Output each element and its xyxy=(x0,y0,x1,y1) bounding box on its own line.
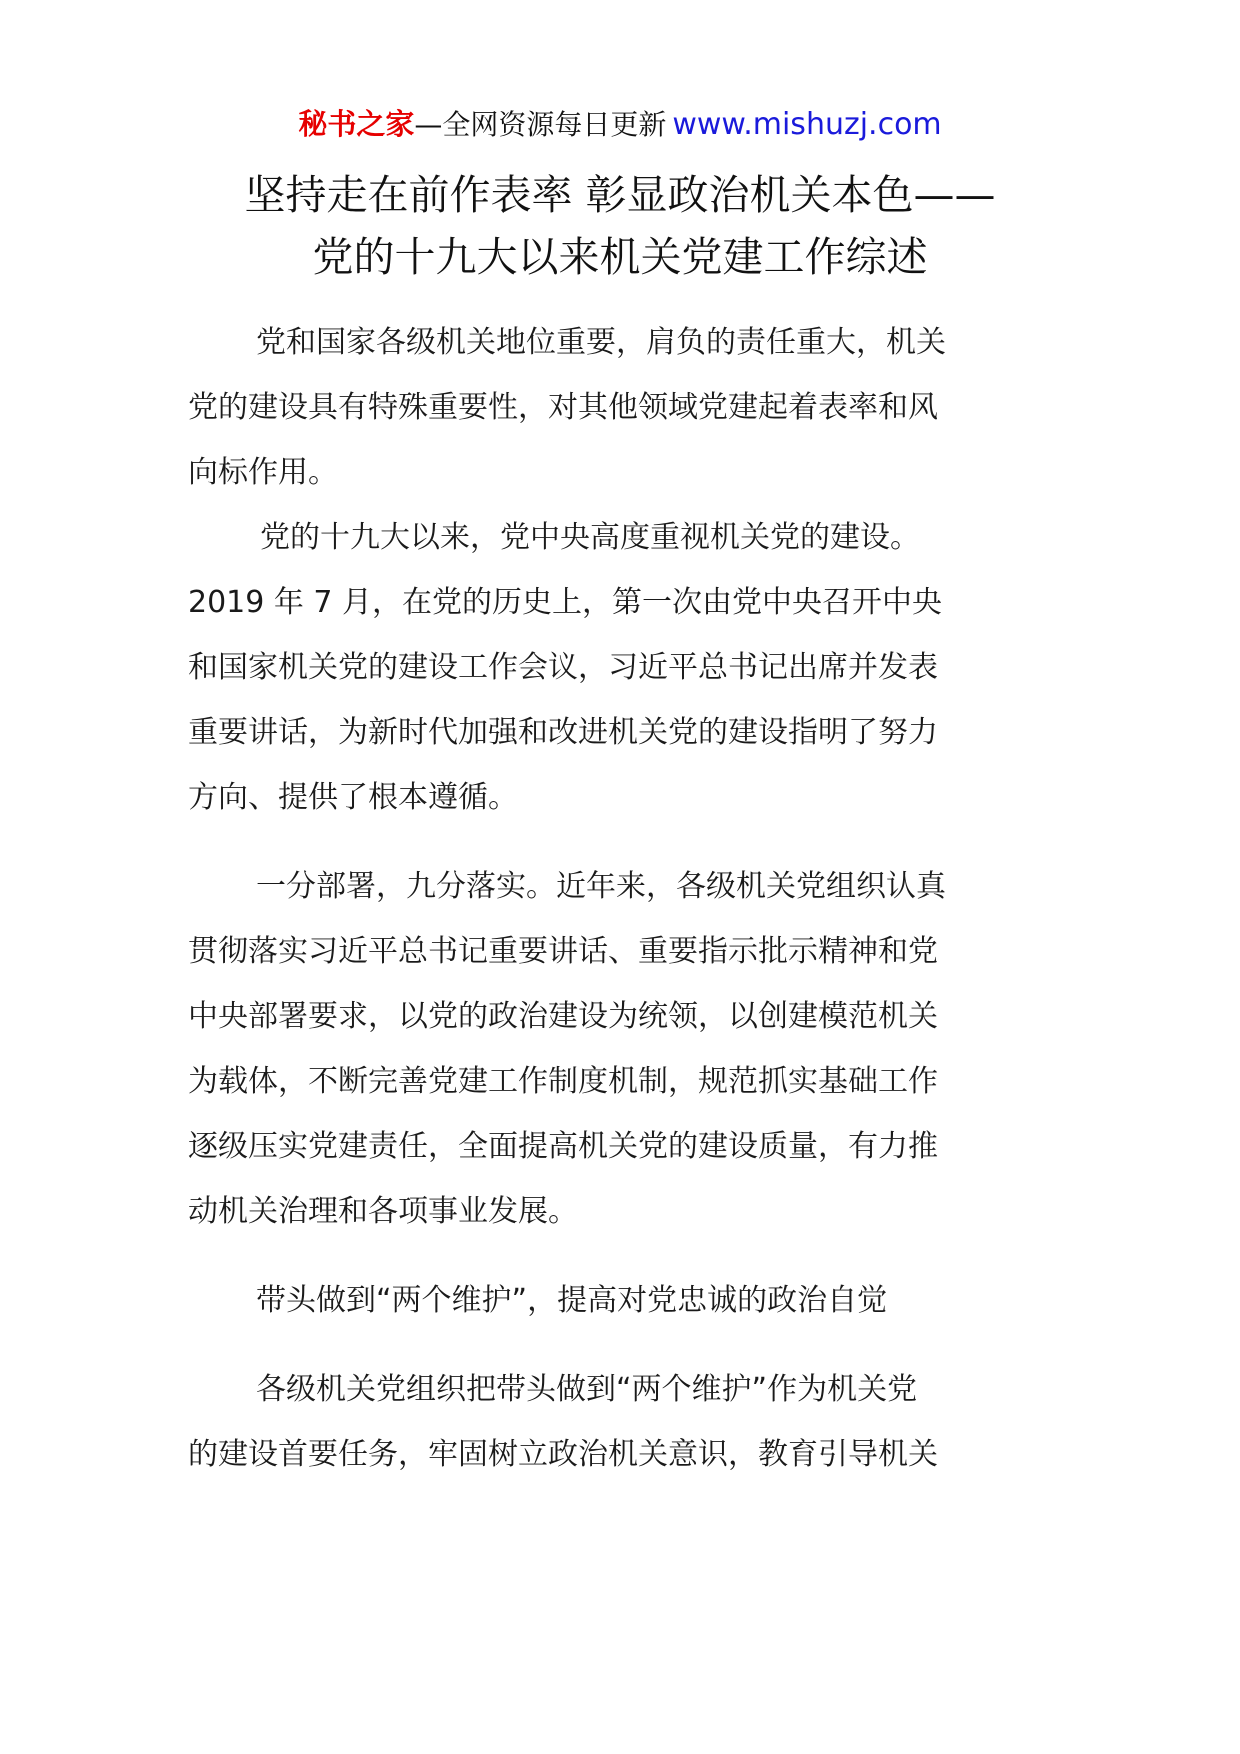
paragraph-spacer xyxy=(188,1244,1068,1268)
paragraph-line: 贯彻落实习近平总书记重要讲话、重要指示批示精神和党 xyxy=(188,934,938,969)
paragraph-3 xyxy=(188,854,1068,1244)
paragraph-line: 方向、提供了根本遵循。 xyxy=(188,780,518,815)
paragraph-line: 一分部署，九分落实。近年来，各级机关党组织认真 xyxy=(256,869,946,904)
paragraph-line: 中央部署要求，以党的政治建设为统领，以创建模范机关 xyxy=(188,999,938,1034)
paragraph-line: 各级机关党组织把带头做到“两个维护”作为机关党 xyxy=(256,1372,918,1407)
site-tagline: —全网资源每日更新 xyxy=(414,108,667,141)
paragraph-line: 2019 年 7 月，在党的历史上，第一次由党中央召开中央 xyxy=(188,585,943,620)
paragraph-line: 向标作用。 xyxy=(188,455,338,490)
paragraph-line: 为载体，不断完善党建工作制度机制，规范抓实基础工作 xyxy=(188,1064,938,1099)
site-header xyxy=(0,104,1240,145)
paragraph-line: 党的十九大以来，党中央高度重视机关党的建设。 xyxy=(260,520,920,555)
document-body xyxy=(188,310,1068,1487)
site-name: 秘书之家 xyxy=(298,107,415,141)
paragraph-2 xyxy=(188,505,1068,830)
paragraph-line: 党和国家各级机关地位重要，肩负的责任重大，机关 xyxy=(256,325,946,360)
paragraph-4 xyxy=(188,1357,1068,1487)
paragraph-1 xyxy=(188,310,1068,505)
paragraph-line: 党的建设具有特殊重要性，对其他领域党建起着表率和风 xyxy=(188,390,938,425)
paragraph-line: 的建设首要任务，牢固树立政治机关意识，教育引导机关 xyxy=(188,1437,938,1472)
paragraph-spacer xyxy=(188,830,1068,854)
title-line-1: 坚持走在前作表率 彰显政治机关本色—— xyxy=(244,171,996,219)
paragraph-line: 重要讲话，为新时代加强和改进机关党的建设指明了努力 xyxy=(188,715,938,750)
paragraph-line: 和国家机关党的建设工作会议，习近平总书记出席并发表 xyxy=(188,650,938,685)
document-title xyxy=(0,164,1240,288)
paragraph-line: 动机关治理和各项事业发展。 xyxy=(188,1194,578,1229)
site-url-link[interactable]: www.mishuzj.com xyxy=(672,107,942,142)
paragraph-spacer xyxy=(188,1333,1068,1357)
section-heading xyxy=(188,1268,1068,1333)
paragraph-line: 逐级压实党建责任，全面提高机关党的建设质量，有力推 xyxy=(188,1129,938,1164)
section-heading-text: 带头做到“两个维护”，提高对党忠诚的政治自觉 xyxy=(256,1283,888,1318)
title-line-2: 党的十九大以来机关党建工作综述 xyxy=(312,233,928,281)
